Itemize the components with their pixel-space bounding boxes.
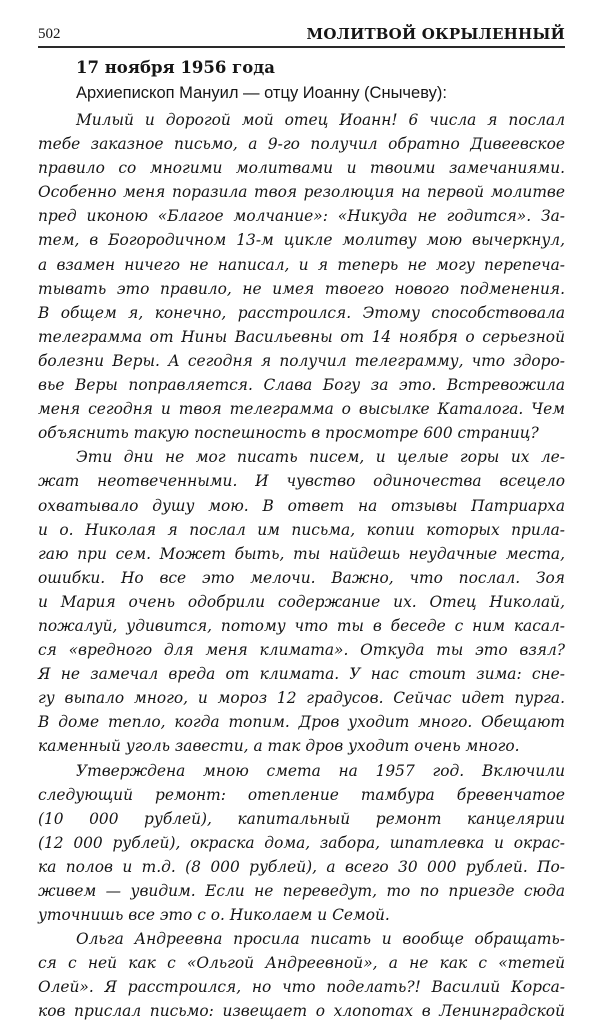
text-line: тебе заказное письмо, а 9-го получил обратно Дивеевское xyxy=(38,135,565,154)
running-title: МОЛИТВОЙ ОКРЫЛЕННЫЙ xyxy=(306,25,565,43)
letter-addressee: Архиепископ Мануил — отцу Иоанну (Снычеву): xyxy=(76,84,447,102)
text-line: и Мария очень одобрили содержание их. Отец Николай, xyxy=(38,592,565,611)
text-line: вье Веры поправляется. Слава Богу за это. Встревожила xyxy=(38,376,565,395)
text-line: ся с ней как с «Ольгой Андреевной», а не как с «тетей xyxy=(38,954,565,973)
page-number: 502 xyxy=(38,26,61,42)
text-line: следующий ремонт: отепление тамбура бревенчатое xyxy=(38,785,565,804)
text-line: Эти дни не мог писать писем, и целые горы их ле- xyxy=(76,448,565,467)
text-line: объяснить такую поспешность в просмотре 600 страниц? xyxy=(38,424,539,443)
text-line: уточнишь все это с о. Николаем и Семой. xyxy=(38,906,390,925)
text-line: Ольга Андреевна просила писать и вообще обращать- xyxy=(76,930,565,949)
text-line: ков прислал письмо: извещает о хлопотах в Ленинградской xyxy=(38,1002,565,1021)
text-line: В доме тепло, когда топим. Дров уходит много. Обещают xyxy=(38,713,565,732)
text-line: пожалуй, удивится, потому что ты в беседе с ним касал- xyxy=(38,616,565,635)
text-line: болезни Веры. А сегодня я получил телеграмму, что здоро- xyxy=(38,351,565,370)
letter-body xyxy=(38,108,565,1024)
text-line: правило со многими молитвами и твоими замечаниями. xyxy=(38,159,565,178)
text-line: (12 000 рублей), окраска дома, забора, шпатлевка и окрас- xyxy=(38,833,565,852)
text-line: В общем я, конечно, расстроился. Этому способствовала xyxy=(38,303,565,322)
text-line: Я не замечал вреда от климата. У нас стоит зима: сне- xyxy=(38,665,565,684)
text-line: каменный уголь завести, а так дров уходит очень много. xyxy=(38,737,520,756)
text-line: (10 000 рублей), капитальный ремонт канцелярии xyxy=(38,809,565,828)
text-line: Милый и дорогой мой отец Иоанн! 6 числа я послал xyxy=(76,111,565,129)
text-line: телеграмма от Нины Васильевны от 14 ноября о серьезной xyxy=(38,327,565,346)
text-line: Особенно меня поразила твоя резолюция на первой молитве xyxy=(38,183,565,202)
text-line: гаю при сем. Может быть, ты найдешь неудачные места, xyxy=(38,544,565,563)
text-line: меня сегодня и твоя телеграмма о высылке Каталога. Чем xyxy=(38,400,565,419)
text-line: охватывало душу мою. В ответ на отзывы Патриарха xyxy=(38,496,565,515)
text-line: и о. Николая я послал им письма, копии которых прила- xyxy=(38,520,565,539)
text-line: тывать это правило, не имея твоего нового подменения. xyxy=(38,279,565,298)
text-line: ошибки. Но все это мелочи. Важно, что послал. Зоя xyxy=(38,568,565,587)
text-line: ся «вредного для меня климата». Откуда ты это взял? xyxy=(38,641,565,660)
text-line: пред иконою «Благое молчание»: «Никуда не годится». За- xyxy=(38,207,565,226)
text-line: ка полов и т.д. (8 000 рублей), а всего 30 000 рублей. По- xyxy=(38,857,565,876)
text-line: Утверждена мною смета на 1957 год. Включили xyxy=(76,761,565,780)
text-line: Олей». Я расстроился, но что поделать?! Василий Корса- xyxy=(38,978,565,997)
letter-date: 17 ноября 1956 года xyxy=(76,58,275,77)
text-line: тем, в Богородичном 13-м цикле молитву мою вычеркнул, xyxy=(38,231,565,250)
page-header xyxy=(38,24,565,48)
text-line: а взамен ничего не написал, и я теперь не могу перепеча- xyxy=(38,255,565,274)
text-line: гу выпало много, и мороз 12 градусов. Сейчас идет пурга. xyxy=(38,689,565,708)
text-line: живем — увидим. Если не переведут, то по приезде сюда xyxy=(38,882,565,900)
text-line: жат неотвеченными. И чувство одиночества всецело xyxy=(38,472,565,491)
